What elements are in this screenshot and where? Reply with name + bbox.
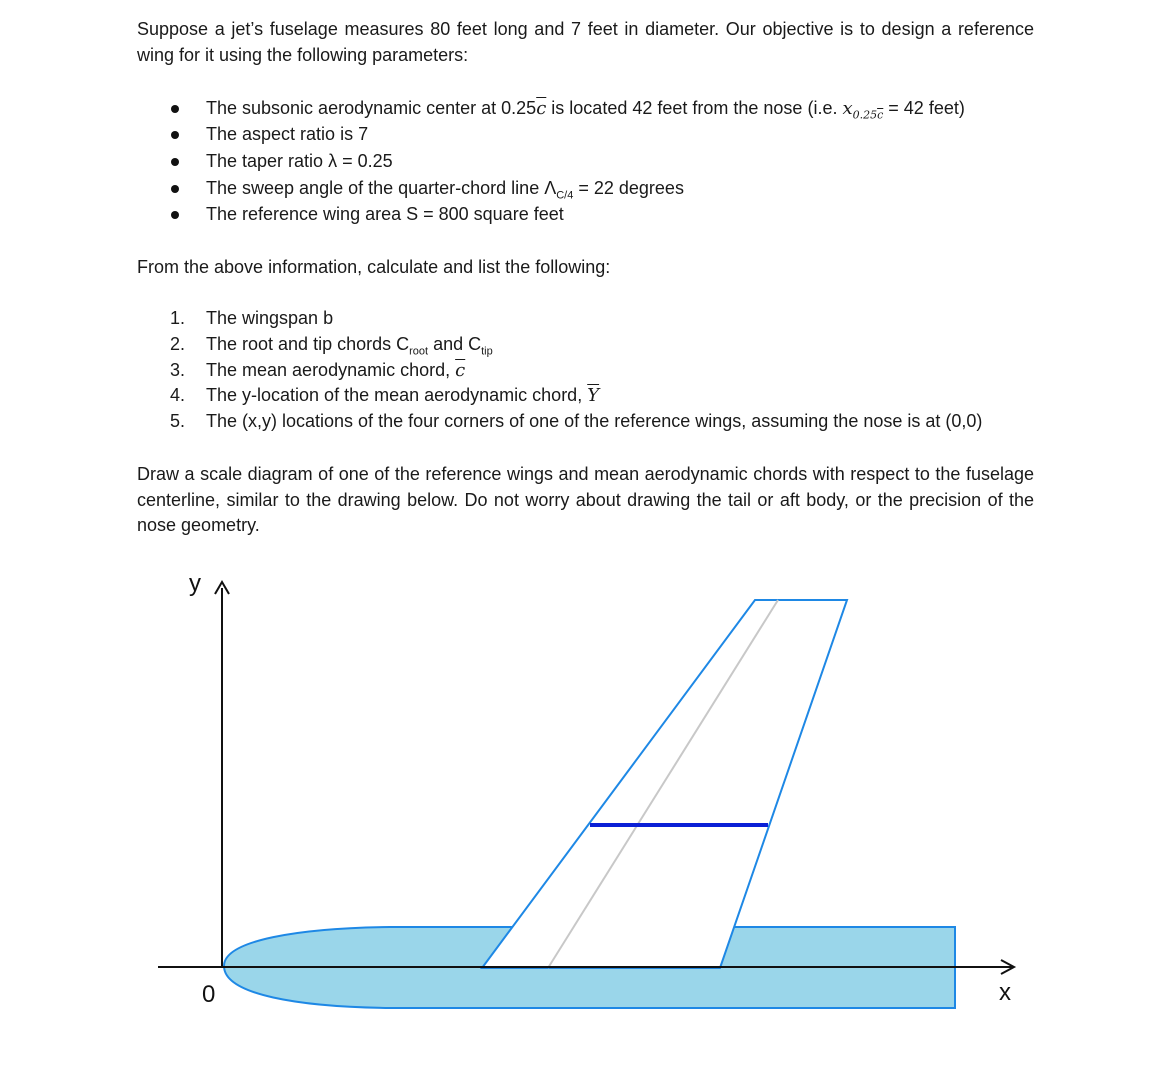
item-number: 3. (170, 360, 186, 380)
param-text: is located 42 feet from the nose (i.e. (546, 98, 843, 118)
item-number: 5. (170, 411, 186, 431)
item-wingspan: The wingspan b (206, 308, 334, 328)
y-axis-label: y (189, 570, 201, 597)
calc-intro: From the above information, calculate and list the following: (137, 257, 611, 277)
param-aspect-ratio: The aspect ratio is 7 (206, 124, 369, 144)
item-corners: The (x,y) locations of the four corners of one of the reference wings, assuming the nose is at (0,0) (206, 411, 983, 431)
c-bar-symbol: $\overline{c}$ (536, 98, 547, 119)
item-mac: The mean aerodynamic chord, $\overline{c}$ (206, 360, 466, 381)
c-bar-symbol: $\overline{c}$ (455, 360, 466, 381)
item-chords: The root and tip chords $C_{root}$ and $C_{tip}$ (206, 334, 493, 358)
param-taper-ratio: The taper ratio λ = 0.25 (206, 151, 393, 171)
param-text: = 42 feet) (883, 98, 965, 118)
item-number: 4. (170, 385, 186, 405)
x-symbol: x (842, 98, 853, 119)
item-number: 1. (170, 308, 186, 328)
y-bar-symbol: $\overline{Y}$ (587, 385, 600, 406)
x-subscript: 0.25c (852, 108, 884, 122)
item-number: 2. (170, 334, 186, 354)
param-sweep-angle: The sweep angle of the quarter-chord line $\Lambda_{C/4} = 22$ degrees (206, 178, 684, 202)
origin-label: 0 (202, 981, 216, 1008)
draw-paragraph: Draw a scale diagram of one of the reference wings and mean aerodynamic chords with respect to the fuselage centerline, similar to the drawing below. Do not worry about drawing the tail or aft body, or the precision of the nose geometry. (137, 464, 1034, 535)
param-value: 0.25 (501, 98, 537, 118)
param-wing-area: The reference wing area S = 800 square feet (206, 204, 564, 224)
item-y-location: The y-location of the mean aerodynamic chord, $\overline{Y}$ (206, 385, 600, 406)
x-axis-label: x (999, 979, 1011, 1006)
param-text: The subsonic aerodynamic center at (206, 98, 502, 118)
reference-wing (482, 600, 847, 968)
intro-paragraph: Suppose a jet’s fuselage measures 80 feet long and 7 feet in diameter. Our objective is to design a reference wing for it using the following parameters: (137, 19, 1034, 65)
